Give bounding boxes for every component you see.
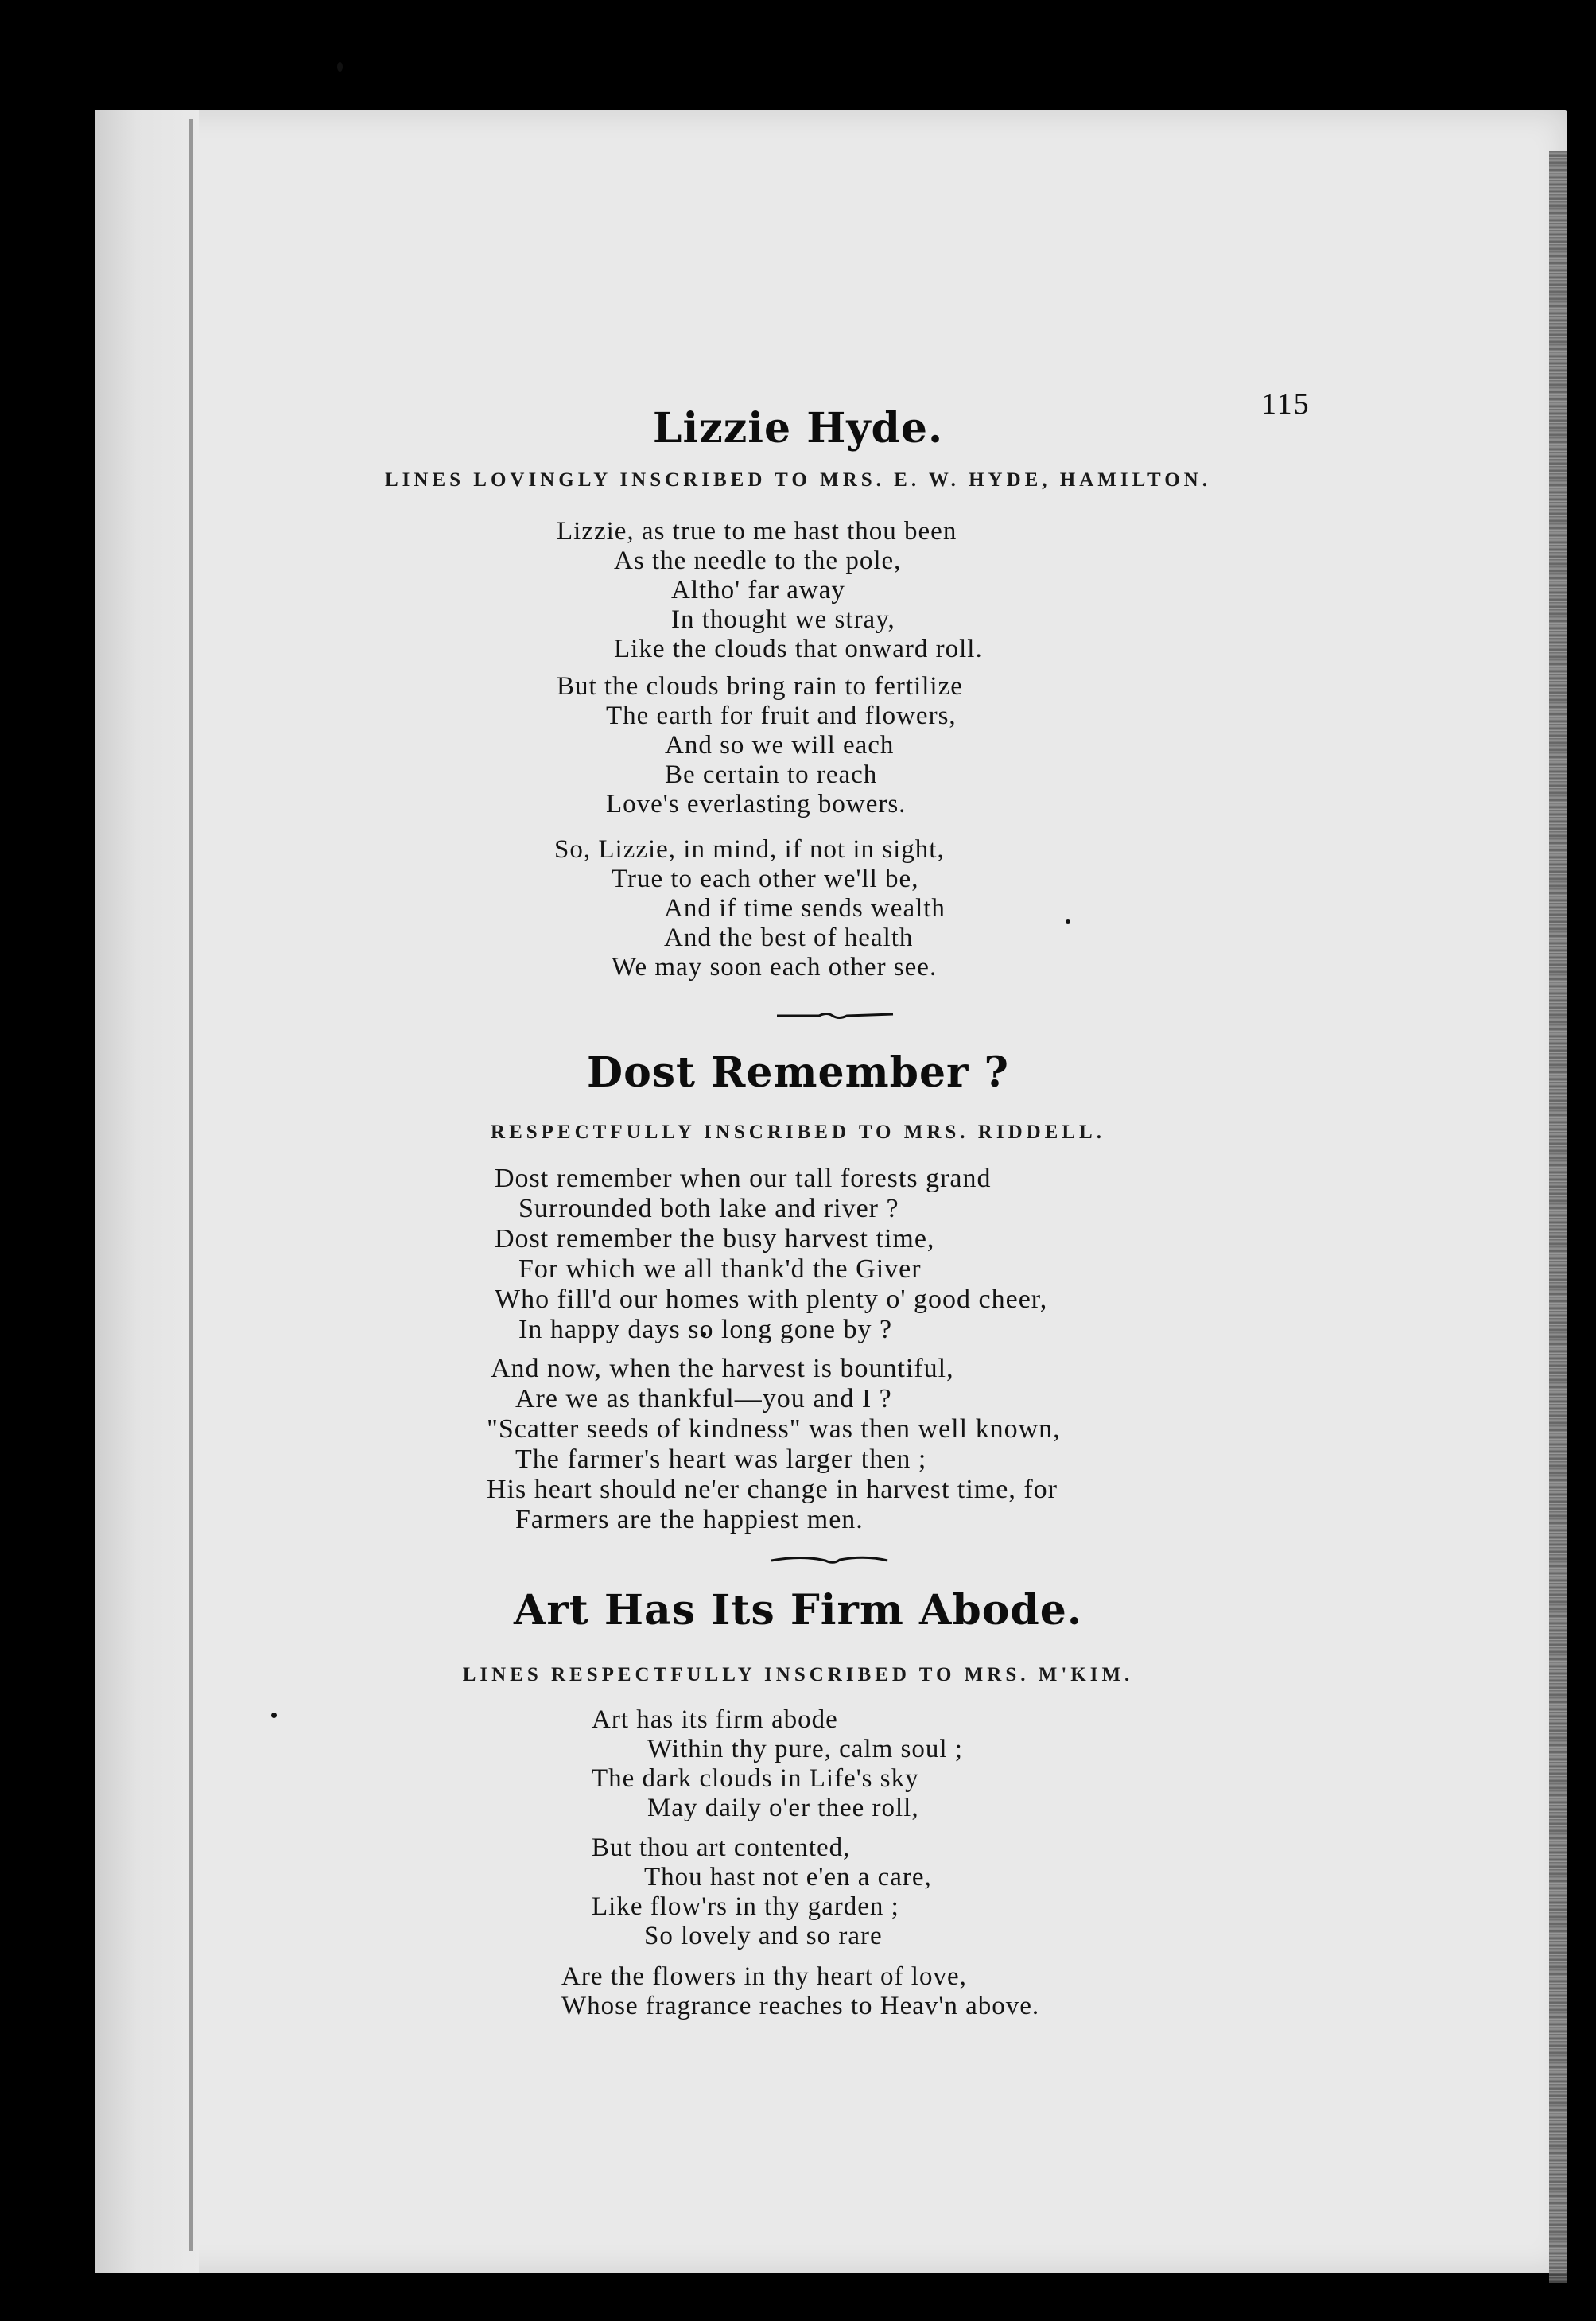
stanza <box>592 1705 963 1823</box>
verse-line: As the needle to the pole, <box>614 546 902 575</box>
section-divider-ornament <box>770 1555 889 1565</box>
stanza <box>561 1962 1039 2021</box>
verse-line: Dost remember when our tall forests grand <box>495 1164 992 1193</box>
verse-line: Like flow'rs in thy garden ; <box>592 1892 899 1921</box>
verse-line: May daily o'er thee roll, <box>647 1794 919 1822</box>
poem-dedication-dost-remember: RESPECTFULLY INSCRIBED TO MRS. RIDDELL. <box>491 1122 1105 1143</box>
stanza <box>554 835 946 982</box>
verse-line: The earth for fruit and flowers, <box>606 702 957 730</box>
verse-line: The dark clouds in Life's sky <box>592 1764 919 1793</box>
poem-title-dost-remember: Dost Remember ? <box>586 1048 1009 1097</box>
verse-line: And so we will each <box>665 731 895 760</box>
stanza <box>557 672 963 819</box>
verse-line: Altho' far away <box>671 576 845 605</box>
verse-line: Surrounded both lake and river ? <box>518 1194 899 1223</box>
verse-line: But the clouds bring rain to fertilize <box>557 672 963 701</box>
verse-line: Whose fragrance reaches to Heav'n above. <box>561 1992 1040 2020</box>
page-number: 115 <box>1261 387 1311 421</box>
verse-line: So lovely and so rare <box>644 1922 883 1950</box>
poem-dedication-lizzie-hyde: LINES LOVINGLY INSCRIBED TO MRS. E. W. HYDE, HAMILTON. <box>385 469 1211 491</box>
poem-title-art-has-its-firm-abode: Art Has Its Firm Abode. <box>514 1586 1082 1635</box>
verse-line: Are we as thankful—you and I ? <box>515 1384 892 1413</box>
verse-line: Within thy pure, calm soul ; <box>647 1735 963 1763</box>
poem-title-lizzie-hyde: Lizzie Hyde. <box>652 404 944 453</box>
verse-line: Farmers are the happiest men. <box>515 1505 864 1534</box>
section-divider-ornament <box>775 1010 895 1020</box>
verse-line: His heart should ne'er change in harvest time, for <box>487 1475 1058 1504</box>
verse-line: Thou hast not e'en a care, <box>644 1863 932 1891</box>
verse-line: Dost remember the busy harvest time, <box>495 1224 935 1254</box>
verse-line: Like the clouds that onward roll. <box>614 635 983 663</box>
stanza <box>487 1354 1061 1535</box>
verse-line: Are the flowers in thy heart of love, <box>561 1962 967 1991</box>
verse-line: We may soon each other see. <box>612 953 938 982</box>
stanza <box>557 517 983 664</box>
verse-line: In thought we stray, <box>671 605 895 634</box>
verse-line: And now, when the harvest is bountiful, <box>491 1354 954 1383</box>
verse-line: So, Lizzie, in mind, if not in sight, <box>554 835 945 864</box>
verse-line: But thou art contented, <box>592 1833 851 1862</box>
verse-line: And if time sends wealth <box>664 894 946 923</box>
verse-line: "Scatter seeds of kindness" was then well known, <box>487 1414 1061 1444</box>
poem-dedication-art-has-its-firm-abode: LINES RESPECTFULLY INSCRIBED TO MRS. M'KIM. <box>462 1664 1134 1685</box>
verse-line: Be certain to reach <box>665 760 878 789</box>
verse-line: For which we all thank'd the Giver <box>518 1254 922 1284</box>
verse-line: Art has its firm abode <box>592 1705 838 1734</box>
verse-line: Who fill'd our homes with plenty o' good cheer, <box>495 1285 1048 1314</box>
verse-line: And the best of health <box>664 923 914 952</box>
stanza <box>592 1833 932 1951</box>
verse-line: The farmer's heart was larger then ; <box>515 1444 927 1474</box>
verse-line: In happy days so long gone by ? <box>518 1315 893 1344</box>
verse-line: Lizzie, as true to me hast thou been <box>557 517 957 546</box>
verse-line: True to each other we'll be, <box>612 865 919 893</box>
scan-speck <box>271 1713 277 1718</box>
scan-speck <box>337 62 343 72</box>
verse-line: Love's everlasting bowers. <box>606 790 907 818</box>
stanza <box>495 1164 1047 1345</box>
scan-speck <box>1066 919 1070 924</box>
